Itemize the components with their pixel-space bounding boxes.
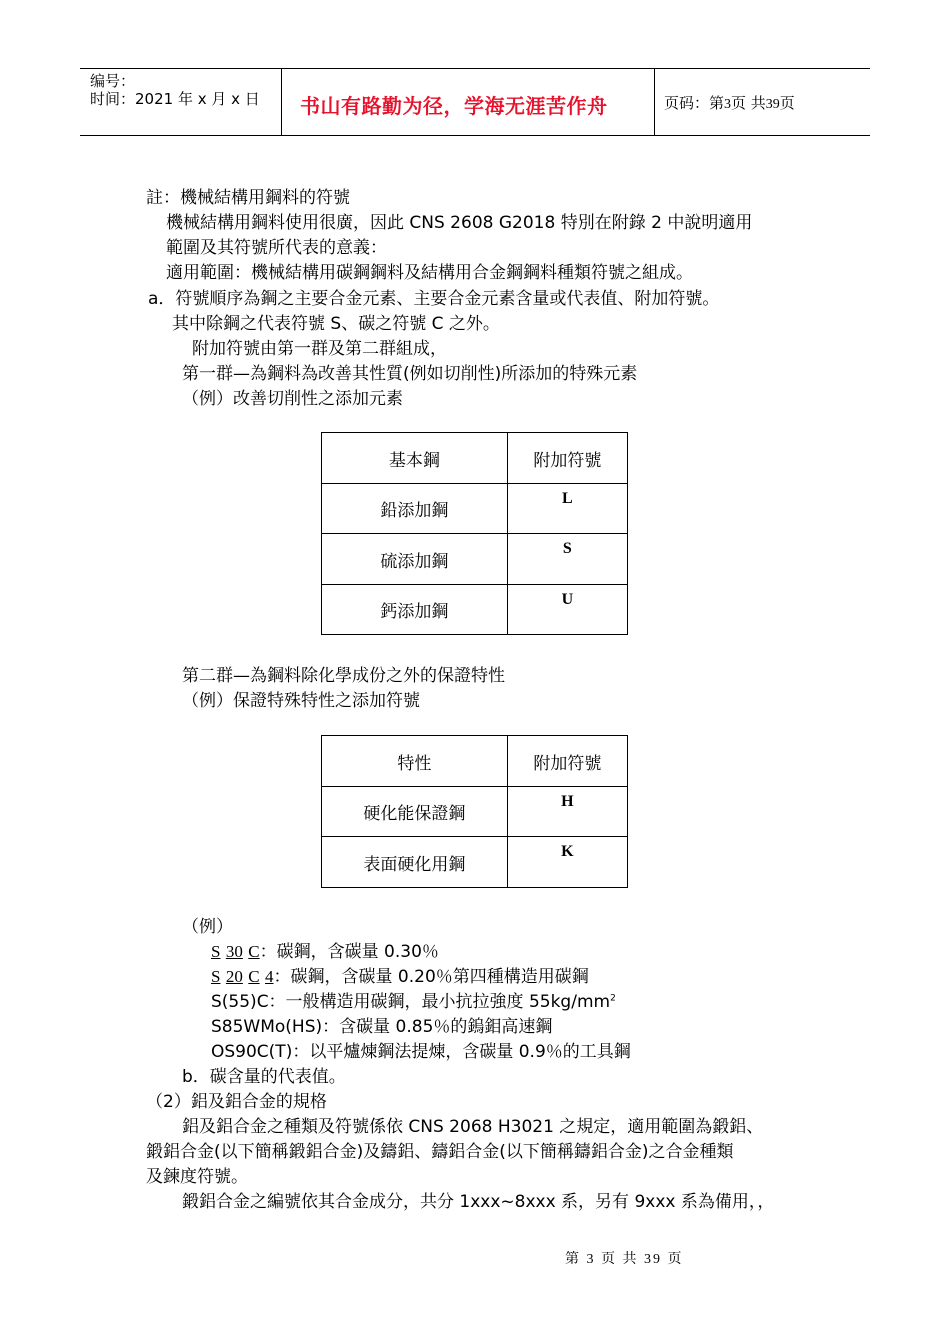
page-suffix: 页 bbox=[779, 94, 795, 112]
table-cell: H bbox=[507, 787, 627, 837]
table-header: 基本鋼 bbox=[322, 433, 508, 484]
table-row bbox=[322, 585, 628, 635]
header-bottom-rule bbox=[80, 135, 870, 136]
page-prefix: 页码：第 bbox=[664, 94, 725, 112]
header-code-label: 编号： bbox=[90, 72, 136, 90]
body-line: 鋁及鋁合金之種類及符號係依 CNS 2068 H3021 之規定，適用範圍為鍛鋁、 bbox=[182, 1117, 764, 1137]
steel-symbol: S bbox=[211, 967, 221, 986]
example-label: （例） bbox=[182, 917, 233, 937]
steel-symbol: S bbox=[211, 942, 221, 961]
header-date: 时间：2021 年 x 月 x 日 bbox=[90, 90, 260, 108]
body-line: 鍛鋁合金之編號依其合金成分，共分 1xxx~8xxx 系，另有 9xxx 系為備用，， bbox=[182, 1192, 775, 1212]
example-text: S(55)C：一般構造用碳鋼，最小抗拉強度 55kg/mm bbox=[211, 992, 611, 1012]
body-line: 其中除鋼之代表符號 S、碳之符號 C 之外。 bbox=[172, 314, 500, 334]
body-line: （例）保證特殊特性之添加符號 bbox=[182, 691, 420, 711]
table-cell: 表面硬化用鋼 bbox=[322, 837, 508, 888]
body-line: 及鍊度符號。 bbox=[146, 1167, 248, 1187]
carbon-value: 30 bbox=[225, 942, 243, 961]
table-row bbox=[322, 484, 628, 534]
table-cell: 鉛添加鋼 bbox=[322, 484, 508, 534]
table-cell: K bbox=[507, 837, 627, 888]
header-top-rule bbox=[80, 68, 870, 69]
body-line: 鍛鋁合金(以下簡稱鍛鋁合金)及鑄鋁、鑄鋁合金(以下簡稱鑄鋁合金)之合金種類 bbox=[146, 1142, 734, 1162]
body-line: 範圍及其符號所代表的意義： bbox=[166, 238, 387, 258]
body-line: 第一群—為鋼料為改善其性質(例如切削性)所添加的特殊元素 bbox=[182, 364, 638, 384]
table-cell: L bbox=[507, 484, 627, 534]
guaranteed-property-table bbox=[321, 735, 628, 888]
table-row bbox=[322, 787, 628, 837]
table-header: 附加符號 bbox=[507, 736, 627, 787]
body-line: （例）改善切削性之添加元素 bbox=[182, 389, 403, 409]
table-header: 特性 bbox=[322, 736, 508, 787]
body-line: 附加符號由第一群及第二群組成， bbox=[192, 339, 447, 359]
carbon-symbol: C bbox=[248, 967, 260, 986]
header-page-info bbox=[664, 92, 795, 113]
example-line: OS90C(T)：以平爐煉鋼法提煉，含碳量 0.9％的工具鋼 bbox=[211, 1042, 631, 1062]
section-heading: （2）鋁及鋁合金的規格 bbox=[146, 1092, 327, 1112]
body-line: 適用範圍：機械結構用碳鋼鋼料及結構用合金鋼鋼料種類符號之組成。 bbox=[166, 263, 693, 283]
table-cell: 鈣添加鋼 bbox=[322, 585, 508, 635]
example-line bbox=[211, 987, 616, 1012]
page-total: 39 bbox=[765, 97, 780, 112]
page-number: 3 bbox=[724, 97, 732, 112]
table-cell: U bbox=[507, 585, 627, 635]
body-line: b．碳含量的代表值。 bbox=[182, 1067, 346, 1087]
example-desc: ：碳鋼，含碳量 0.20％第四種構造用碳鋼 bbox=[273, 967, 589, 987]
body-line: a．符號順序為鋼之主要合金元素、主要合金元素含量或代表值、附加符號。 bbox=[148, 289, 720, 309]
example-line bbox=[211, 937, 439, 962]
example-desc: ：碳鋼，含碳量 0.30％ bbox=[259, 942, 439, 962]
body-line: 機械結構用鋼料使用很廣，因此 CNS 2608 G2018 特別在附錄 2 中說明適用 bbox=[166, 213, 753, 233]
table-row bbox=[322, 534, 628, 585]
type-number: 4 bbox=[265, 967, 274, 986]
table-header: 附加符號 bbox=[507, 433, 627, 484]
table-row bbox=[322, 837, 628, 888]
additive-element-table bbox=[321, 432, 628, 635]
table-cell: 硬化能保證鋼 bbox=[322, 787, 508, 837]
table-cell: 硫添加鋼 bbox=[322, 534, 508, 585]
example-line: S85WMo(HS)：含碳量 0.85％的鎢鉬高速鋼 bbox=[211, 1017, 553, 1037]
page-footer: 第 3 页 共 39 页 bbox=[565, 1252, 684, 1267]
header-motto: 书山有路勤为径，学海无涯苦作舟 bbox=[300, 94, 608, 118]
superscript: 2 bbox=[610, 993, 616, 1004]
body-line: 第二群—為鋼料除化學成份之外的保證特性 bbox=[182, 666, 505, 686]
carbon-symbol: C bbox=[248, 942, 260, 961]
carbon-value: 20 bbox=[225, 967, 243, 986]
example-line bbox=[211, 962, 589, 987]
table-cell: S bbox=[507, 534, 627, 585]
note-title: 註：機械結構用鋼料的符號 bbox=[146, 188, 350, 208]
header-divider-1 bbox=[281, 69, 282, 136]
header-divider-2 bbox=[654, 69, 655, 136]
page-mid: 页 共 bbox=[731, 94, 766, 112]
